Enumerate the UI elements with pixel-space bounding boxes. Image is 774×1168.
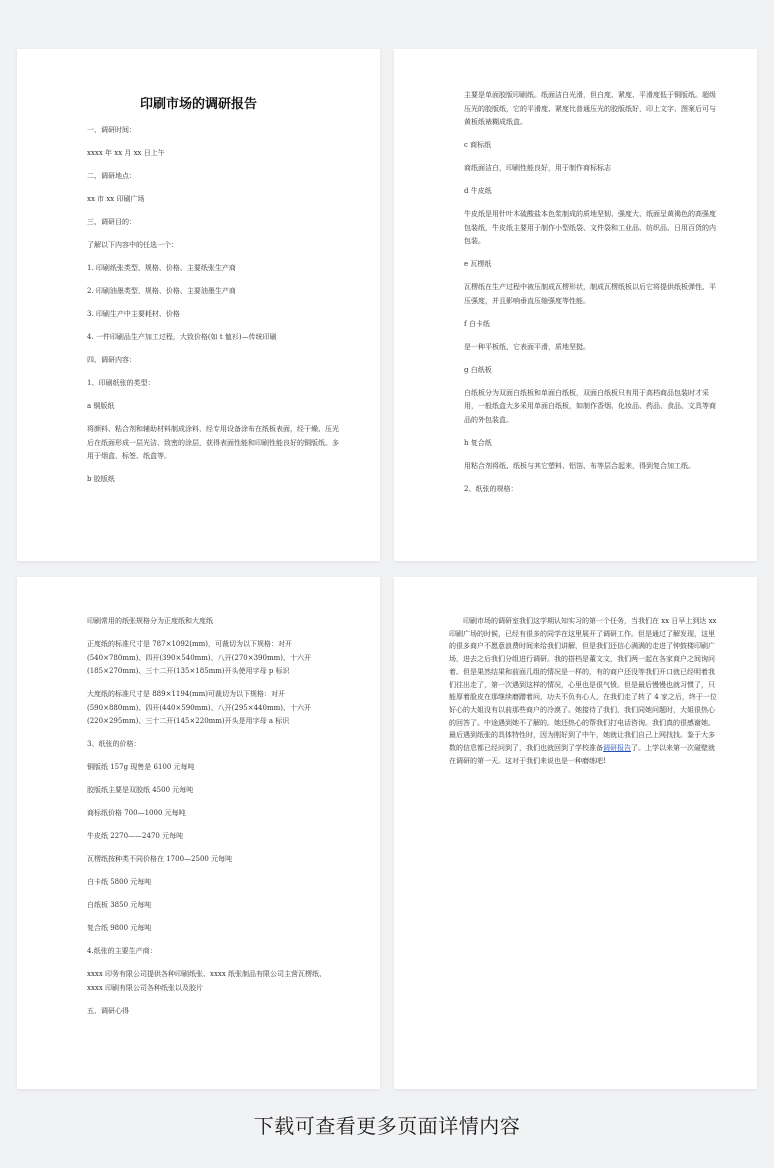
paragraph-line: 三、调研目的：: [87, 218, 136, 226]
paragraph-line: e 瓦楞纸: [464, 260, 492, 268]
download-more-caption: 下载可查看更多页面详情内容: [253, 1114, 521, 1138]
paragraph-line: d 牛皮纸: [464, 187, 492, 195]
page-2-body: [464, 89, 717, 496]
paragraph-line: 是一种平板纸，它表面平滑，质地坚挺。: [464, 342, 590, 351]
paragraph-line: xxxx 年 xx 月 xx 日上午: [87, 149, 165, 157]
paragraph-line: 主要是单面胶版印刷纸。纸面洁白光滑，但白度、紧度、平滑度低于铜版纸。超级压光的胶版纸，它的平滑度、紧度比普通压光的胶版纸好，印上文字、图案后可与黄板纸裱糊成纸盒。: [464, 91, 716, 126]
paragraph-line: 将颜料、粘合剂和辅助材料制成涂料，经专用设备涂布在纸板表面，经干燥、压光后在纸面形成一层光洁、致密的涂层，获得表面性能和印刷性能良好的铜版纸。多用于烟盒、标签、纸盒等。: [87, 425, 339, 460]
paragraph-line: 一、调研时间：: [87, 126, 136, 134]
paragraph-line: 1、印刷纸张的类型：: [87, 379, 155, 387]
page-3-body: [87, 615, 340, 1018]
paragraph-line: b 胶版纸: [87, 475, 115, 483]
paragraph-line: 铜版纸 157g 现售是 6100 元每吨: [87, 763, 195, 771]
page-4-paragraph: [449, 615, 717, 767]
document-title: 印刷市场的调研报告: [139, 97, 257, 112]
paragraph-line: g 白纸板: [464, 365, 492, 374]
paragraph-line: 五、调研心得: [87, 1006, 129, 1015]
document-page-4: [394, 577, 757, 1089]
paragraph-line: 1. 印刷纸张类型、规格、价格、主要纸张生产商: [87, 264, 236, 272]
paragraph-line: 白卡纸 5800 元每吨: [87, 878, 152, 886]
paragraph-line: c 商标纸: [464, 141, 492, 149]
paragraph-line: 牛皮纸 2270——2470 元每吨: [87, 832, 184, 840]
paragraph-line: 牛皮纸是用针叶木硫酸盐本色浆制成的质地坚韧、强度大、纸面呈黄褐色的高强度包装纸，牛皮纸主要用于制作小型纸袋、文件袋和工业品、纺织品、日用百货的内包装。: [464, 210, 716, 245]
paragraph-line: 商标纸价格 700—1000 元每吨: [87, 809, 186, 817]
paragraph-text: 印刷市场的调研室我们这学期认知实习的第一个任务，当我们在 xx 日早上到达 xx 印刷广场的时候，已经有很多的同学在这里展开了调研工作。但是通过了解发现，这里的很多商户不愿意浪费时间来给我们讲解，但是我们还信心满满的走进了钟鼓楼印刷广场，进去之后我们分组进行调研。我的搭档是董文文，我们两一起在各家商户之间询问着。但是果然结果和前面几组的情况是一样的，有的商户还没等我们开口就已经明着我们往出走了，第一次遇到这样的情况，心里也是很气愤。但是最后慢慢也就习惯了，只能厚着脸皮在那继续磨蹭着问，功夫不负有心人，在我们走了转了 4 家之后，终于一位好心的大姐没有以前那些商户的冷漠了。她接待了我们，我们同她问题时，大姐很热心的回答了。中途遇到她不了解的。她还热心的帮我们打电话咨询。我们真的很感谢她。最后遇到纸张的具体特性时，因为刚好到了中午，她就让我们自己上网找找。鉴于大多数的信息都已经问到了，我们也就回到了学校准备: [449, 617, 719, 753]
paragraph-line: 印刷常用的纸张规格分为正度纸和大度纸: [87, 617, 213, 625]
paragraph-line: 大度纸的标准尺寸是 889×1194(mm)可裁切为以下规格：对开(590×880mm)、四开(440×590mm)、八开(295×440mm)、十六开(220×295mm)、三十二开(145×220mm)开头是用字母 a 标识: [87, 690, 311, 725]
paragraph-line: 4. 一件印刷品生产加工过程，大致价格(如 t 恤衫)—传统印刷: [87, 333, 277, 341]
paragraph-line: h 复合纸: [464, 438, 492, 447]
paragraph-text-end: 了。上学以来第一次碰壁就在调研的第一天。这对于我们来说也是一种磨练吧!: [449, 744, 715, 765]
paragraph-line: 瓦楞纸按种类不同价格在 1700—2500 元每吨: [87, 855, 233, 863]
paragraph-line: 3、纸张的价格：: [87, 740, 141, 748]
page-1-body: [87, 124, 340, 487]
paragraph-line: 白纸板分为双面白纸板和单面白纸板，双面白纸板只有用于高档商品包装时才采用，一般纸盒大多采用单面白纸板，如制作香烟、化妆品、药品、食品、文具等商品的外包装盒。: [464, 388, 716, 424]
paragraph-line: 正度纸的标准尺寸是 787×1092(mm)，可裁切为以下规格：对开(540×780mm)、四开(390×540mm)、八开(270×390mm)、十六开(185×270mm)、三十二开(135×185mm)开头使用字母 p 标识: [87, 640, 311, 675]
paragraph-line: a 铜版纸: [87, 402, 115, 410]
paragraph-line: 4.纸张的主要生产商：: [87, 947, 157, 955]
document-page-1: [17, 49, 380, 561]
document-page-2: [394, 49, 757, 561]
paragraph-line: 瓦楞纸在生产过程中被压制成瓦楞形状，制成瓦楞纸板以后它将提供纸板弹性、平压强度，并且影响垂直压缩强度等性能。: [464, 283, 716, 305]
paragraph-line: 2. 印刷油墨类型、规格、价格、主要油墨生产商: [87, 287, 236, 295]
paragraph-line: 四、调研内容：: [87, 356, 136, 364]
paragraph-line: 白纸板 3850 元每吨: [87, 901, 152, 909]
paragraph-line: 二、调研地点：: [87, 172, 136, 180]
paragraph-line: 商纸面洁白，印刷性能良好，用于制作商标标志: [464, 164, 611, 172]
paragraph-line: 2、纸张的规格：: [464, 484, 518, 493]
paragraph-line: xxxx 印务有限公司提供各种印刷纸张、xxxx 纸张制品有限公司主营瓦楞纸、xxxx 印刷有限公司各种纸张以及胶片: [87, 970, 327, 992]
paragraph-line: 用粘合剂将纸、纸板与其它塑料、铝箔、布等层合起来，得到复合加工纸。: [464, 461, 695, 470]
document-page-3: [17, 577, 380, 1089]
paragraph-line: xx 市 xx 印刷广场: [87, 195, 145, 203]
paragraph-line: 3. 印刷生产中主要耗材、价格: [87, 310, 180, 318]
paragraph-line: f 白卡纸: [464, 319, 490, 328]
paragraph-line: 复合纸 9800 元每吨: [87, 924, 152, 932]
paragraph-line: 胶版纸主要是双胶纸 4500 元每吨: [87, 786, 194, 794]
paragraph-line: 了解以下内容中的任选一个：: [87, 241, 178, 249]
report-link[interactable]: 调研报告: [603, 744, 631, 753]
